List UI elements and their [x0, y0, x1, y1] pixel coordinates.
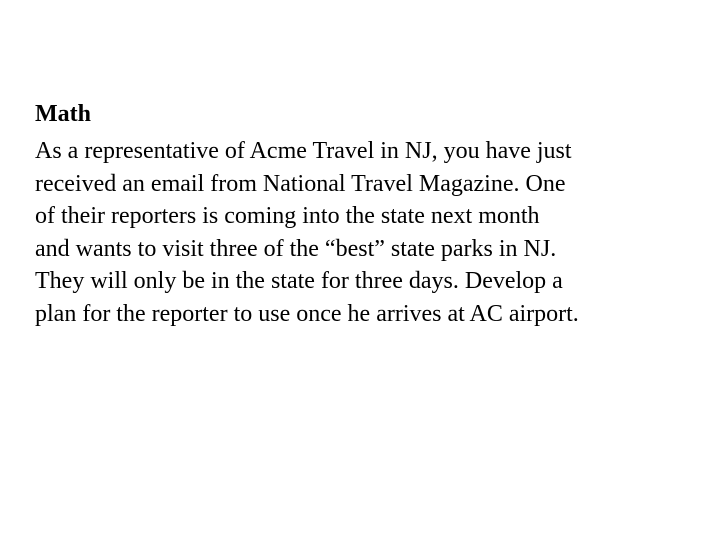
body-line: of their reporters is coming into the state next month — [35, 203, 540, 229]
slide-heading: Math — [35, 101, 91, 127]
body-line: They will only be in the state for three days. Develop a — [35, 268, 563, 294]
body-line: plan for the reporter to use once he arrives at AC airport. — [35, 300, 579, 327]
body-line: received an email from National Travel Magazine. One — [35, 170, 566, 197]
slide-body-text — [35, 135, 705, 330]
body-line: and wants to visit three of the “best” state parks in NJ. — [35, 235, 557, 262]
body-line: As a representative of Acme Travel in NJ, you have just — [35, 138, 572, 164]
slide-content — [35, 99, 705, 330]
